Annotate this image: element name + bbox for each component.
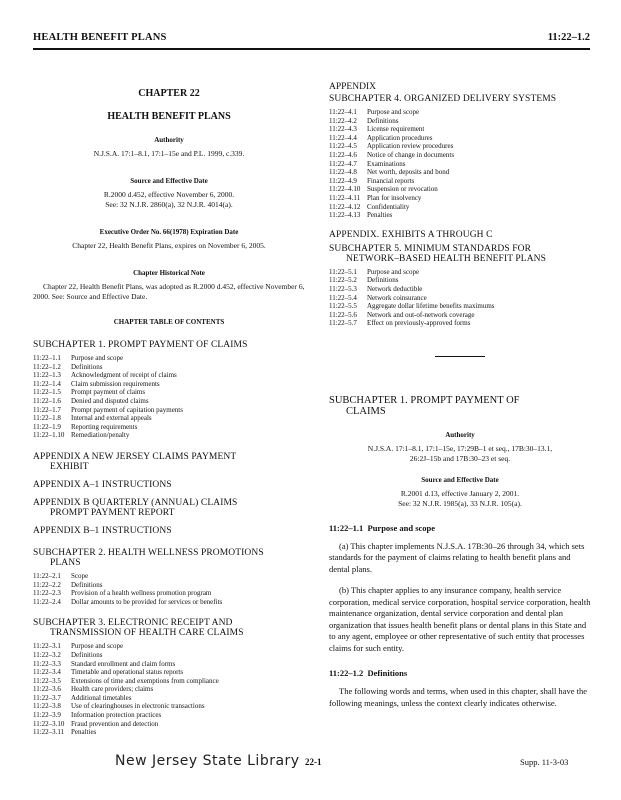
list-item: 11:22–4.6 Notice of change in documents: [329, 150, 455, 159]
page-number: 22-1: [305, 757, 322, 767]
appendix-b-heading: APPENDIX B QUARTERLY (ANNUAL) CLAIMS PROMPT PAYMENT REPORT: [33, 497, 238, 518]
section-1-2-heading: 11:22–1.2 Definitions: [329, 668, 408, 679]
list-item: 11:22–1.4 Claim submission requirements: [33, 379, 160, 388]
subchapter-2-list: [33, 572, 305, 606]
list-item: 11:22–3.10 Fraud prevention and detection: [33, 719, 159, 728]
list-item: 11:22–5.2 Definitions: [329, 276, 399, 285]
exhibits-heading: APPENDIX. EXHIBITS A THROUGH C: [329, 229, 493, 240]
sc1-source-heading: Source and Effective Date: [421, 475, 499, 484]
appendix-a-heading: APPENDIX A NEW JERSEY CLAIMS PAYMENT EXHIBIT: [33, 451, 237, 472]
subchapter-3-heading: SUBCHAPTER 3. ELECTRONIC RECEIPT AND TRANSMISSION OF HEALTH CARE CLAIMS: [33, 618, 244, 639]
list-item: 11:22–5.7 Effect on previously-approved forms: [329, 319, 471, 328]
list-item: 11:22–2.2 Definitions: [33, 580, 103, 589]
list-item: 11:22–3.9 Information protection practices: [33, 711, 162, 720]
page-footer: [0, 753, 621, 773]
subchapter-1-list: [33, 354, 305, 440]
section-1-1-heading: 11:22–1.1 Purpose and scope: [329, 522, 436, 533]
list-item: 11:22–2.3 Provision of a health wellness promotion program: [33, 589, 212, 598]
subchapter-3-list: [33, 642, 305, 737]
list-item: 11:22–4.3 License requirement: [329, 125, 425, 134]
appendix-heading: APPENDIX: [329, 82, 376, 92]
list-item: 11:22–1.8 Internal and external appeals: [33, 414, 152, 423]
subchapter-1-title: SUBCHAPTER 1. PROMPT PAYMENT OF CLAIMS: [329, 394, 520, 417]
list-item: 11:22–5.1 Purpose and scope: [329, 267, 420, 276]
list-item: 11:22–3.3 Standard enrollment and claim forms: [33, 659, 176, 668]
subchapter-1-heading: SUBCHAPTER 1. PROMPT PAYMENT OF CLAIMS: [33, 340, 248, 350]
source-text: [33, 190, 305, 210]
list-item: 11:22–4.4 Application procedures: [329, 133, 433, 142]
source-line: See: 32 N.J.R. 2860(a), 32 N.J.R. 4014(a).: [105, 200, 233, 209]
list-item: 11:22–2.4 Dollar amounts to be provided for services or benefits: [33, 597, 223, 606]
list-item: 11:22–1.9 Reporting requirements: [33, 422, 138, 431]
list-item: 11:22–4.12 Confidentiality: [329, 202, 410, 211]
appendix-a1-heading: APPENDIX A–1 INSTRUCTIONS: [33, 479, 172, 490]
list-item: 11:22–4.10 Suspension or revocation: [329, 185, 438, 194]
list-item: 11:22–1.5 Prompt payment of claims: [33, 388, 146, 397]
list-item: 11:22–4.13 Penalties: [329, 211, 393, 220]
list-item: 11:22–3.6 Health care providers; claims: [33, 685, 154, 694]
list-item: 11:22–2.1 Scope: [33, 571, 89, 580]
exec-order-heading: Executive Order No. 66(1978) Expiration Date: [99, 228, 239, 236]
list-item: 11:22–1.6 Denied and disputed claims: [33, 396, 149, 405]
authority-heading: Authority: [154, 136, 184, 144]
source-line: R.2000 d.452, effective November 6, 2000.: [103, 190, 235, 199]
sc1-source-text: R.2001 d.13, effective January 2, 2001. See: 32 N.J.R. 1985(a), 33 N.J.R. 105(a).: [398, 488, 522, 508]
subchapter-4-list: [329, 108, 591, 220]
source-heading: Source and Effective Date: [130, 177, 208, 185]
chapter-title: HEALTH BENEFIT PLANS: [107, 111, 231, 122]
paragraph-definitions: The following words and terms, when used in this chapter, shall have the following meanings, unless the context clearly indicates otherwise.: [329, 686, 587, 708]
paragraph-a: (a) This chapter implements N.J.S.A. 17B:30–26 through 34, which sets standards for the payment of claims relating to health benefit plans and dental plans.: [329, 540, 585, 574]
list-item: 11:22–4.9 Financial reports: [329, 176, 415, 185]
list-item: 11:22–3.8 Use of clearinghouses in electronic transactions: [33, 702, 205, 711]
header-title: HEALTH BENEFIT PLANS: [33, 32, 167, 43]
paragraph-b: (b) This chapter applies to any insurance company, health service corporation, medical service corporation, hospital service corporation, health maintenance organization, dental service corporation and dental plan organization that issues health benefit plans or dental plans in this State and to any agent, employee or other representative of such entity that processes claims for such entity.: [329, 585, 591, 653]
left-column: [33, 60, 305, 737]
sc1-authority-heading: Authority: [445, 430, 475, 439]
list-item: 11:22–3.7 Additional timetables: [33, 693, 132, 702]
list-item: 11:22–4.5 Application review procedures: [329, 142, 454, 151]
list-item: 11:22–5.4 Network coinsurance: [329, 293, 427, 302]
list-item: 11:22–4.2 Definitions: [329, 116, 399, 125]
list-item: 11:22–1.3 Acknowledgment of receipt of claims: [33, 371, 177, 380]
subchapter-5-heading: SUBCHAPTER 5. MINIMUM STANDARDS FOR NETWORK–BASED HEALTH BENEFIT PLANS: [329, 243, 547, 264]
authority-text: N.J.S.A. 17:1–8.1, 17:1–15e and P.L. 1999, c.339.: [93, 149, 245, 158]
right-column: [329, 24, 591, 709]
list-item: 11:22–4.8 Net worth, deposits and bond: [329, 168, 450, 177]
exec-order-text: Chapter 22, Health Benefit Plans, expires on November 6, 2005.: [72, 241, 266, 250]
header-section: 11:22–1.2: [547, 32, 590, 43]
subchapter-4-heading: SUBCHAPTER 4. ORGANIZED DELIVERY SYSTEMS: [329, 94, 557, 104]
chapter-number: CHAPTER 22: [138, 88, 200, 99]
subchapter-2-heading: SUBCHAPTER 2. HEALTH WELLNESS PROMOTIONS PLANS: [33, 547, 264, 568]
list-item: 11:22–1.10 Remediation/penalty: [33, 431, 130, 440]
sc1-authority-text: N.J.S.A. 17:1–8.1, 17:1–15e, 17:29B–1 et seq., 17B:30–13.1, 26:2J–15b and 17B:30–23 et seq.: [367, 443, 553, 463]
library-watermark: New Jersey State Library: [115, 753, 300, 769]
list-item: 11:22–5.6 Network and out-of-network coverage: [329, 310, 475, 319]
list-item: 11:22–1.7 Prompt payment of capitation payments: [33, 405, 183, 414]
list-item: 11:22–4.7 Examinations: [329, 159, 406, 168]
list-item: 11:22–4.11 Plan for insolvency: [329, 193, 422, 202]
supplement-date: Supp. 11-3-03: [520, 757, 569, 767]
list-item: 11:22–1.2 Definitions: [33, 362, 103, 371]
history-text: Chapter 22, Health Benefit Plans, was adopted as R.2000 d.452, effective November 6, 2000. See: Source and Effective Date.: [33, 282, 305, 301]
list-item: 11:22–3.2 Definitions: [33, 650, 103, 659]
list-item: 11:22–5.3 Network deductible: [329, 284, 423, 293]
list-item: 11:22–1.1 Purpose and scope: [33, 354, 124, 362]
toc-heading: CHAPTER TABLE OF CONTENTS: [113, 318, 225, 326]
list-item: 11:22–3.1 Purpose and scope: [33, 642, 124, 651]
history-heading: Chapter Historical Note: [133, 269, 205, 277]
section-divider: [435, 356, 485, 357]
list-item: 11:22–3.11 Penalties: [33, 728, 97, 737]
list-item: 11:22–5.5 Aggregate dollar lifetime benefits maximums: [329, 302, 495, 311]
list-item: 11:22–4.1 Purpose and scope: [329, 108, 420, 116]
list-item: 11:22–3.4 Timetable and operational status reports: [33, 668, 184, 677]
subchapter-5-list: [329, 268, 591, 328]
list-item: 11:22–3.5 Extensions of time and exemptions from compliance: [33, 676, 219, 685]
appendix-b1-heading: APPENDIX B–1 INSTRUCTIONS: [33, 525, 172, 536]
